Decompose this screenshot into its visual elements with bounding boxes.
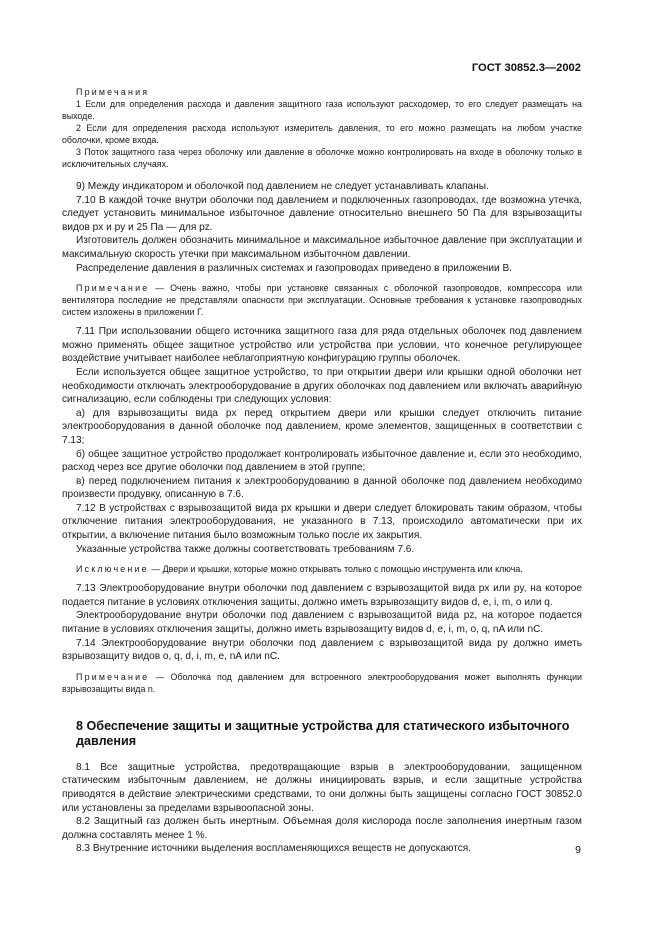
note-label: Примечание [76, 671, 150, 682]
paragraph-distribution: Распределение давления в различных системах и газопроводах приведено в приложении В. [76, 262, 512, 274]
note-text: — Очень важно, чтобы при установке связанных с оболочкой газопроводов, компрессора или вентилятора последние не представляли опасности при эксплуатации. Основные требования к установке газопроводных систем изложены в приложении Г. [62, 283, 582, 318]
note-text: — Оболочка под давлением для встроенного электрооборудования может выполнять функции взрывозащиты вида n. [62, 671, 582, 694]
paragraph-7-14: 7.14 Электрооборудование внутри оболочки под давлением с взрывозащитой вида py должно иметь взрывозащиту видов o, q, d, i, m, e, nA или nC. [62, 637, 582, 663]
paragraph-common-device: Если используется общее защитное устройство, то при открытии двери или крышки одной оболочки нет необходимости отключать электрооборудование в других оболочках под давлением или включать аварийную сигнализацию, если соблюдены три следующих условия: [62, 366, 582, 406]
paragraph-8-1: 8.1 Все защитные устройства, предотвращающие взрыв в электрооборудовании, защищенном статическим избыточным давлением, не должны инициировать взрыв, и если защитные устройства приводятся в действие электрическими средствами, то они должны быть защищены согласно ГОСТ 30852.0 или установлены за пределами взрывоопасной зоны. [62, 761, 582, 814]
paragraph-7-11: 7.11 При использовании общего источника защитного газа для ряда отдельных оболочек под давлением можно применять общее защитное устройство или устройства при условии, что конечное регулирующее воздействие учитывает наиболее неблагоприятную конфигурацию группы оболочек. [62, 326, 582, 365]
paragraph-7-10: 7.10 В каждой точке внутри оболочки под давлением и подключенных газопроводах, где возможна утечка, следует установить минимальное избыточное давление относительно внешнего 50 Па для взрывозащиты видов px и py и 25 Па — для pz. [62, 194, 582, 233]
note-label: Примечание [76, 283, 150, 294]
section-8-title: 8 Обеспечение защиты и защитные устройства для статического избыточного давления [76, 718, 570, 748]
paragraph-7-12: 7.12 В устройствах с взрывозащитой вида px крышки и двери следует блокировать таким образом, чтобы отключение питания электрооборудования, не указанного в 7.13, происходило автоматически при их открытии, а включение питания было возможным только после их закрытия. [62, 502, 582, 542]
exception-text: — Двери и крышки, которые можно открывать только с помощью инструмента или ключа. [148, 564, 523, 575]
paragraph-8-3: 8.3 Внутренние источники выделения воспламеняющихся веществ не допускаются. [76, 843, 472, 855]
exception-note [62, 563, 582, 575]
page-content [62, 86, 582, 856]
note-item-3: 3 Поток защитного газа через оболочку или давление в оболочке можно контролировать на входе в оболочку только в исключительных случаях. [62, 147, 582, 169]
standard-code: ГОСТ 30852.3—2002 [471, 62, 581, 74]
note-item-1: 1 Если для определения расхода и давления защитного газа используют расходомер, то его следует размещать на выходе. [62, 99, 582, 121]
paragraph-manufacturer: Изготовитель должен обозначить минимальное и максимальное избыточное давление при эксплуатации и максимальную скорость утечки при максимальном избыточном давлении. [62, 235, 582, 260]
note-gas-piping [62, 282, 582, 318]
paragraph-8-2: 8.2 Защитный газ должен быть инертным. Объемная доля кислорода после заполнения инертным газом должна составлять менее 1 %. [62, 816, 582, 841]
paragraph-7-13-pz: Электрооборудование внутри оболочки под давлением с взрывозащитой вида pz, на которое подается питание в условиях отключения защиты, должно иметь взрывозащиту видов d, e, i, m, o, q, nA или nC. [62, 610, 582, 636]
paragraph-9: 9) Между индикатором и оболочкой под давлением не следует устанавливать клапаны. [76, 181, 489, 192]
paragraph-7-13: 7.13 Электрооборудование внутри оболочки под давлением с взрывозащитой вида px или py, на которое подается питание в условиях отключения защиты, должно иметь взрывозащиту видов d, e, i, m, o или q. [62, 583, 582, 608]
exception-label: Исключение [76, 564, 149, 575]
note-item-2: 2 Если для определения расхода используют измеритель давления, то его можно размещать на любом участке оболочки, кроме входа. [62, 123, 582, 145]
paragraph-7-12-devices: Указанные устройства также должны соответствовать требованиям 7.6. [76, 543, 415, 555]
page-number: 9 [575, 844, 581, 856]
condition-c: в) перед подключением питания к электрооборудованию в данной оболочке под давлением необходимо произвести продувку, описанную в 7.6. [62, 475, 582, 501]
notes-label: Примечания [76, 87, 150, 97]
note-builtin-equipment [62, 671, 582, 695]
condition-b: б) общее защитное устройство продолжает контролировать избыточное давление и, если это необходимо, расход через все другие оболочки под давлением в этой группе; [62, 448, 582, 474]
condition-a: а) для взрывозащиты вида px перед открытием двери или крышки следует отключить питание электрооборудования в данной оболочке под давлением, кроме элементов, защищенных в соответствии с 7.13; [62, 407, 582, 446]
